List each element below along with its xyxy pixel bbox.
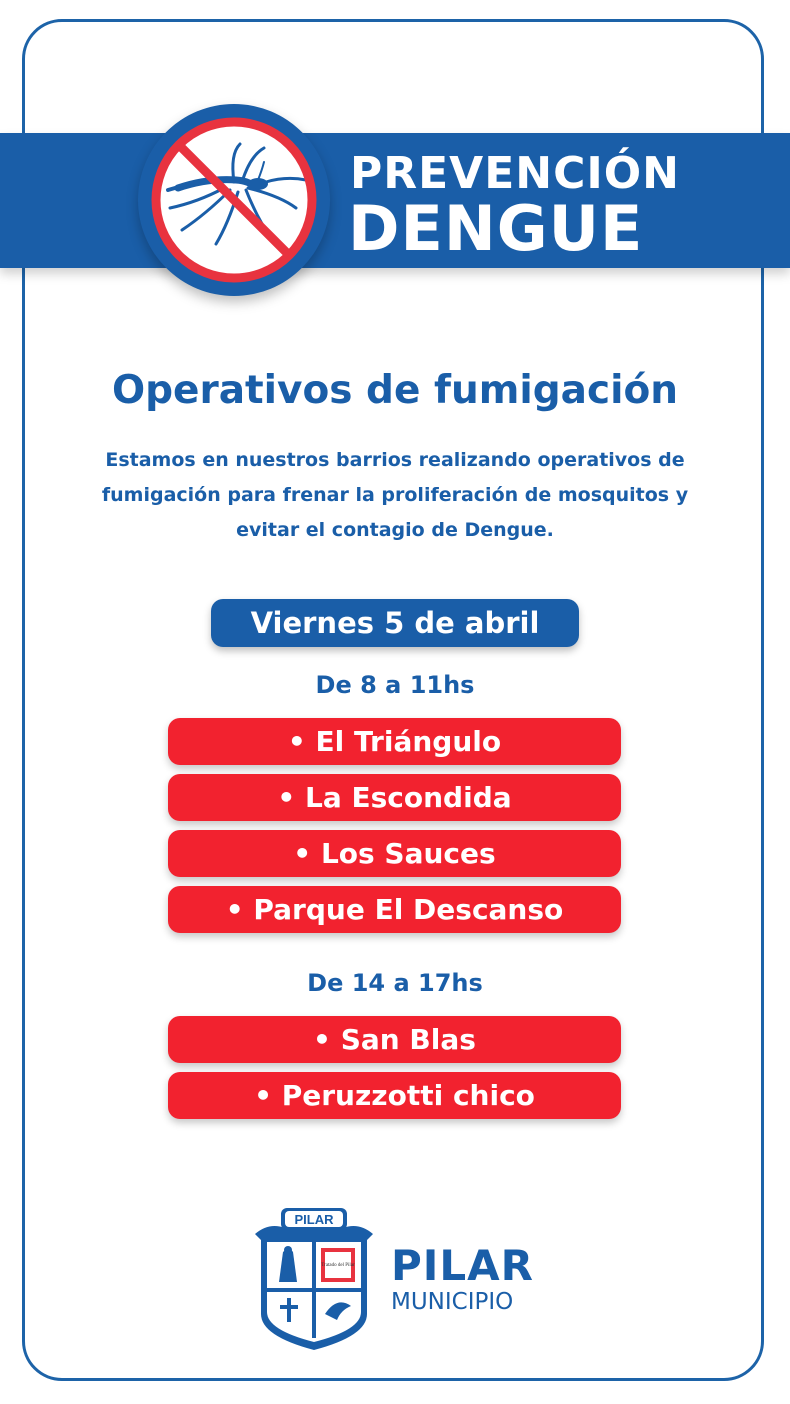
- place-item: • Los Sauces: [168, 830, 621, 877]
- banner-title-line1: PREVENCIÓN: [350, 148, 681, 199]
- date-badge: Viernes 5 de abril: [211, 599, 579, 647]
- place-item: • Parque El Descanso: [168, 886, 621, 933]
- place-item: • San Blas: [168, 1016, 621, 1063]
- place-list: [168, 1016, 621, 1128]
- time-slot-label: De 14 a 17hs: [307, 969, 483, 997]
- place-item: • Peruzzotti chico: [168, 1072, 621, 1119]
- intro-text: Estamos en nuestros barrios realizando operativos de fumigación para frenar la proliferación de mosquitos y evitar el contagio de Dengue.: [101, 449, 689, 541]
- shield-book-label: Tratado del Pilar: [321, 1263, 355, 1268]
- municipality-shield-logo: [249, 1204, 379, 1352]
- page-title: Operativos de fumigación: [111, 368, 679, 413]
- logo-name: PILAR: [391, 1241, 535, 1290]
- place-item: • La Escondida: [168, 774, 621, 821]
- shield-label: PILAR: [294, 1212, 334, 1227]
- place-list: [168, 718, 621, 942]
- time-slot-label: De 8 a 11hs: [315, 671, 475, 699]
- place-item: • El Triángulo: [168, 718, 621, 765]
- banner-title-line2: DENGUE: [348, 192, 644, 265]
- municipality-wordmark: [391, 1241, 535, 1316]
- logo-subtitle: MUNICIPIO: [391, 1289, 514, 1315]
- no-mosquito-icon: [138, 104, 330, 296]
